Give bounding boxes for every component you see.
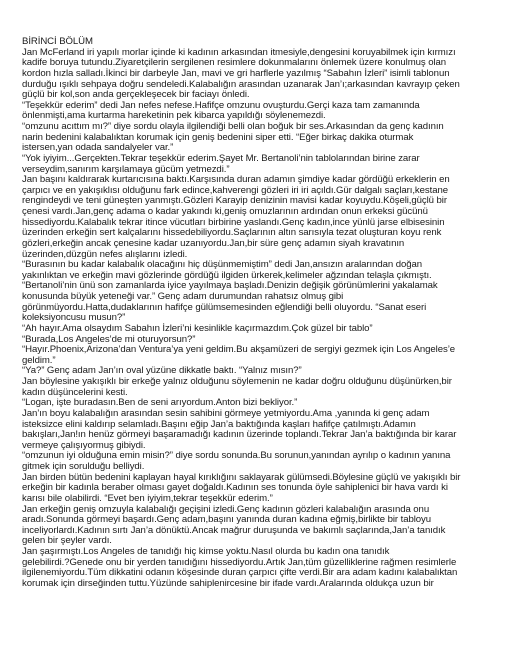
text-line: istersen,yan odada sandalyeler var.” [22,142,174,154]
text-line: Jan birden bütün bedenini kaplayan hayal kırıklığını saklayarak gülümsedi.Böylesine güçlü ve yakışıklı bir [22,471,461,483]
text-line: korumak için dirseğinden tuttu.Yüzünde sahiplenircesine bir ifade vardı.Aralarında oldukça uzun bir [22,577,434,589]
text-line: durduğu ışıklı sehpaya doğru sendeledi.Kalabalığın arasından uzanarak Jan’ı;arkasından kavrayıp çeken [22,78,460,90]
text-line: “Bertanoli’nin ünü son zamanlarda iyice yayılmaya başladı.Denizin değişik görünümlerini yakalamak [22,280,438,292]
text-line: kadife boruya tutundu.Ziyaretçilerin sergilenen resimlere dokunmalarını önlemek üzere konulmuş olan [22,57,447,69]
text-line: Jan böylesine yakışıklı bir erkeğe yalnız olduğunu söylemenin ne kadar doğru olduğunu düşünürken,bir [22,376,452,387]
text-line: Jan şaşırmıştı.Los Angeles de tanıdığı hiç kimse yoktu.Nasıl olurda bu kadın ona tanıdık [22,546,390,557]
text-line: vermeye çalışıyormuş gibiydi. [22,439,146,451]
text-line: erkeğin bir kadınla beraber olması gayet doğaldı.Kadının ses tonunda öyle sahiplenici bir hava vardı ki [22,482,448,494]
text-line: çarpıcı ve en yakışıklısı olduğunu fark edince,kahverengi gözleri iri iri açıldı.Gür dalgalı saçları,kestane [22,184,448,196]
text-line: “Burada,Los Angeles’de mi oturuyorsun?” [22,333,196,345]
text-line: “Hayır.Phoenix,Arizona’dan Ventura’ya yeni geldim.Bu akşamüzeri de sergiyi gezmek için Los Angeles’e [22,344,456,356]
text-line: isteksizce elini kaldırıp selamladı.Başını eğip Jan’a baktığında kaşları hafifçe çatılmıştı.Adamın [22,418,416,430]
text-line: “Yok iyiyim...Gerçekten.Tekrar teşekkür ederim.Şayet Mr. Bertanoli’nin tablolarından birine zarar [22,152,420,164]
text-line: “Ya?” Genç adam Jan’ın oval yüzüne dikkatle baktı. “Yalnız mısın?” [22,365,302,377]
text-line: aradı.Sonunda görmeyi başardı.Genç adam,başını yanında duran kadına eğmiş,birlikte bir tabloyu [22,514,431,526]
chapter-heading: BİRİNCİ BÖLÜM [22,36,93,47]
text-line: gelen bir şeyler vardı. [22,535,112,547]
text-line: gözleri,erkeğin ancak çenesine kadar uzanıyordu.Jan,bir süre genç adamın siyah kravatının [22,237,405,249]
text-line: ilgilenemiyordu.Tüm dikkatini odanın köşesinde duran çarpıcı çifte verdi.Bir ara adam kadını kalabalıktan [22,567,458,579]
text-line: gitmek için sorulduğu belliydi. [22,461,145,472]
text-line: çenesi vardı.Jan,genç adama o kadar yakındı ki,geniş omuzlarının ardından onun erkeksi gücünü [22,206,428,217]
text-line: “Burasının bu kadar kalabalık olacağını hiç düşünmemiştim” dedi Jan,ansızın aralarından doğan [22,259,422,271]
text-line: Jan başını kaldırarak kurtarıcısına baktı.Karşısında duran adamın şimdiye kadar gördüğü erkeklerin en [22,174,450,186]
chapter-body-text [22,48,504,590]
text-line: üzerinden,düzgün nefes alışlarını izledi. [22,248,188,260]
text-line: üzerinden erkeğin sert kalçalarını hissedebiliyordu.Saçlarının altın sarısıyla tezat oluşturan koyu renk [22,227,442,239]
text-line: geldim.” [22,354,56,366]
text-line: görünmüyordu.Hatta,dudaklarının hafifçe gülümsemesinden eğlendiği belli oluyordu. “Sanat eseri [22,301,427,313]
text-line: güçlü bir kol,son anda gerçekleşecek bir faciayı önledi. [22,89,250,101]
text-line: verseydim,sanırım karşılamaya gücüm yetmezdi.” [22,163,230,175]
text-line: yakınlıktan ve erkeğin mavi gözlerinde gördüğü ilgiden ürkerek,kelimeler ağzından telaşla çıkmıştı. [22,269,432,281]
text-line: rengindeydi ve teni güneşten yanmıştı.Gözleri Karayip denizinin mavisi kadar koyuydu.Köşeli,güçlü bir [22,195,447,207]
text-line: Jan erkeğin geniş omzuyla kalabalığı geçişini izledi.Genç kadının gözleri kalabalığın arasında onu [22,503,430,515]
text-line: kadın düşüncelerini kesti. [22,386,128,398]
text-line: gelebilirdi.?Genede onu bir yerden tanıdığını hissediyordu.Artık Jan,tüm güzelliklerine rağmen resimlerle [22,556,457,568]
text-line: narin bedenini kalabalıktan korumak için geniş bedenini siper etti. “Eğer birkaç dakika oturmak [22,131,414,143]
text-line: konusunda büyük yeteneği var.” Genç adam durumundan rahatsız olmuş gibi [22,291,344,302]
text-line: hissediyordu.Kalabalık tekrar itince vücutları birbirine yaslandı.Genç kadın,ince yünlü jarse elbisesinin [22,216,445,228]
text-line: önlenmişti,ama kurtarma hareketinin pek kibarca yapıldığı söylenemezdi. [22,110,326,122]
text-line: “omzunun iyi olduğuna emin misin?” diye sordu sonunda.Bu sorunun,yanından ayrılıp o kadının yanına [22,450,451,462]
text-line: “omzunu acıttım mı?” diye sordu olayla ilgilendiği belli olan boğuk bir ses.Arkasından da genç kadının [22,121,444,132]
document-page [22,37,504,590]
text-line: “Teşekkür ederim” dedi Jan nefes nefese.Hafifçe omzunu ovuşturdu.Gerçi kaza tam zamanında [22,99,420,111]
text-line: karısı bile olabilirdi. “Evet ben iyiyim,tekrar teşekkür ederim.” [22,492,273,504]
text-line: inceliyorlardı.Kadının sırtı Jan’a dönüktü.Ancak mağrur duruşunda ve bakımlı saçlarında,Jan’a tanıdık [22,524,446,536]
text-line: bakışları,Jan!ın henüz görmeyi başaramadığı kadının üzerinde toplandı.Tekrar Jan’a baktığında bir karar [22,429,457,441]
text-line: “Logan, işte buradasın.Ben de seni arıyordum.Anton bizi bekliyor.” [22,397,298,409]
text-line: “Ah hayır.Ama olsaydım Sabahın İzleri’ni kesinlikle kaçırmazdım.Çok güzel bir tablo” [22,322,373,334]
text-line: koleksiyoncusu musun?” [22,312,126,324]
text-line: Jan McFerland iri yapılı morlar içinde ki kadının arkasından itmesiyle,dengesini koruyabilmek için kırmızı [22,46,456,58]
text-line: Jan’ın boyu kalabalığın arasından sesin sahibini görmeye yetmiyordu.Ama ,yanında ki genç adam [22,407,430,419]
text-line: kordon hızla salladı.İkinci bir darbeyle Jan, mavi ve gri harflerle yazılmış “Sabahın İzleri” isimli tablonun [22,67,450,79]
